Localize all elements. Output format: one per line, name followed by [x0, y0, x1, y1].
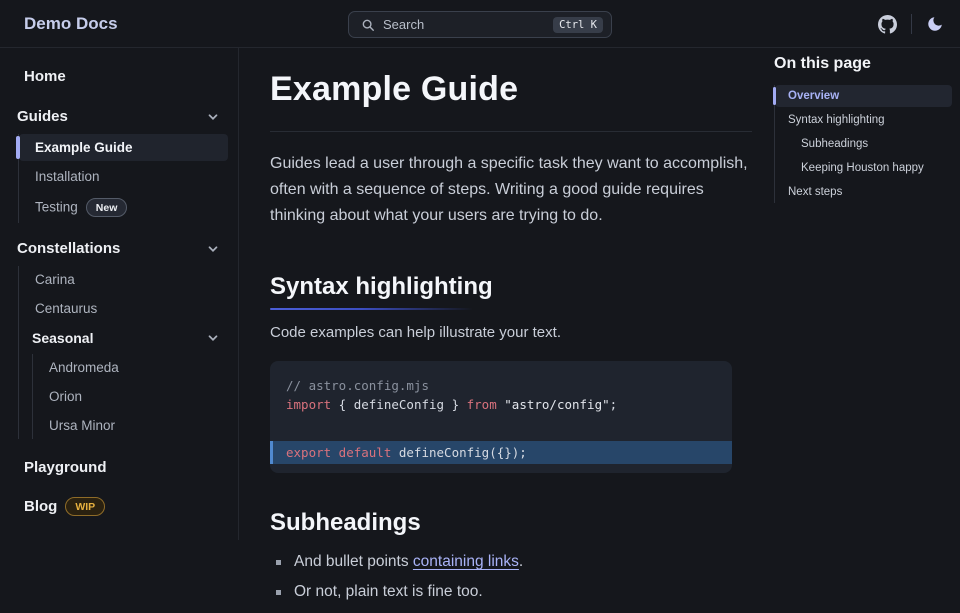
toc-item-syntax-highlighting[interactable]: Syntax highlighting	[788, 114, 885, 126]
code-line-blank	[270, 414, 732, 433]
sidebar-item-playground[interactable]: Playground	[24, 459, 107, 476]
intro-paragraph: Guides lead a user through a specific task they want to accomplish, often with a sequence of steps. Writing a good guide requires thinking about what your users are trying to do.	[270, 155, 748, 224]
sidebar-group-constellations-toggle[interactable]	[0, 235, 228, 262]
chevron-down-icon	[206, 331, 220, 345]
sidebar-item-home[interactable]: Home	[24, 68, 66, 85]
chevron-down-icon	[206, 242, 220, 256]
github-icon	[878, 15, 897, 34]
top-header	[0, 0, 960, 48]
sidebar-item-testing[interactable]: Testing New	[19, 192, 228, 223]
sidebar-item-example-guide[interactable]: Example Guide	[19, 134, 228, 161]
sidebar-item-blog[interactable]: Blog	[24, 498, 58, 515]
theme-toggle[interactable]	[926, 15, 944, 33]
sidebar-group-guides-toggle[interactable]	[0, 103, 228, 130]
search-shortcut: Ctrl K	[553, 17, 603, 33]
bullet-list	[270, 553, 752, 601]
wip-badge: WIP	[65, 497, 105, 516]
toc-item-overview[interactable]: Overview	[775, 85, 952, 107]
group-label-text: Seasonal	[32, 330, 94, 346]
sidebar-item-andromeda[interactable]: Andromeda	[49, 360, 119, 375]
page-title: Example Guide	[270, 70, 519, 108]
toc-item-next-steps[interactable]: Next steps	[788, 186, 843, 198]
sidebar-nav	[0, 48, 239, 540]
syntax-section-text: Code examples can help illustrate your text.	[270, 324, 561, 341]
heading-subheadings: Subheadings	[270, 509, 421, 536]
list-item: Or not, plain text is fine too.	[270, 583, 752, 601]
code-line-comment: // astro.config.mjs	[286, 378, 429, 393]
sidebar-item-carina[interactable]: Carina	[35, 272, 75, 287]
heading-syntax-highlighting: Syntax highlighting	[270, 273, 493, 300]
toc-item-keeping-houston-happy[interactable]: Keeping Houston happy	[801, 162, 924, 174]
header-divider	[911, 14, 912, 34]
sidebar-group-guides	[0, 103, 228, 223]
search-icon	[361, 18, 375, 32]
chevron-down-icon	[206, 110, 220, 124]
search-label: Search	[383, 17, 425, 32]
on-this-page-panel	[774, 55, 952, 205]
sidebar-group-constellations	[0, 235, 228, 439]
toc-heading: On this page	[774, 55, 871, 72]
group-label-text: Guides	[17, 108, 68, 125]
code-block	[270, 361, 732, 473]
site-title[interactable]: Demo Docs	[24, 14, 118, 33]
code-line-highlighted: export default defineConfig({});	[270, 441, 732, 464]
github-link[interactable]	[878, 15, 897, 34]
title-divider	[270, 131, 752, 132]
search-input[interactable]	[348, 11, 612, 38]
heading-underline	[270, 308, 473, 310]
sidebar-item-ursa-minor[interactable]: Ursa Minor	[49, 418, 116, 433]
sidebar-item-installation[interactable]: Installation	[35, 169, 100, 184]
toc-item-subheadings[interactable]: Subheadings	[801, 138, 869, 150]
list-item: And bullet points containing links.	[270, 553, 752, 571]
containing-links-link[interactable]: containing links	[412, 553, 519, 570]
sidebar-item-centaurus[interactable]: Centaurus	[35, 301, 98, 316]
sidebar-item-orion[interactable]: Orion	[49, 389, 83, 404]
group-label-text: Constellations	[17, 240, 121, 257]
code-line-import: import { defineConfig } from "astro/config";	[286, 397, 618, 412]
sidebar-group-seasonal-toggle[interactable]	[19, 324, 228, 352]
new-badge: New	[86, 198, 128, 217]
moon-icon	[926, 15, 944, 33]
